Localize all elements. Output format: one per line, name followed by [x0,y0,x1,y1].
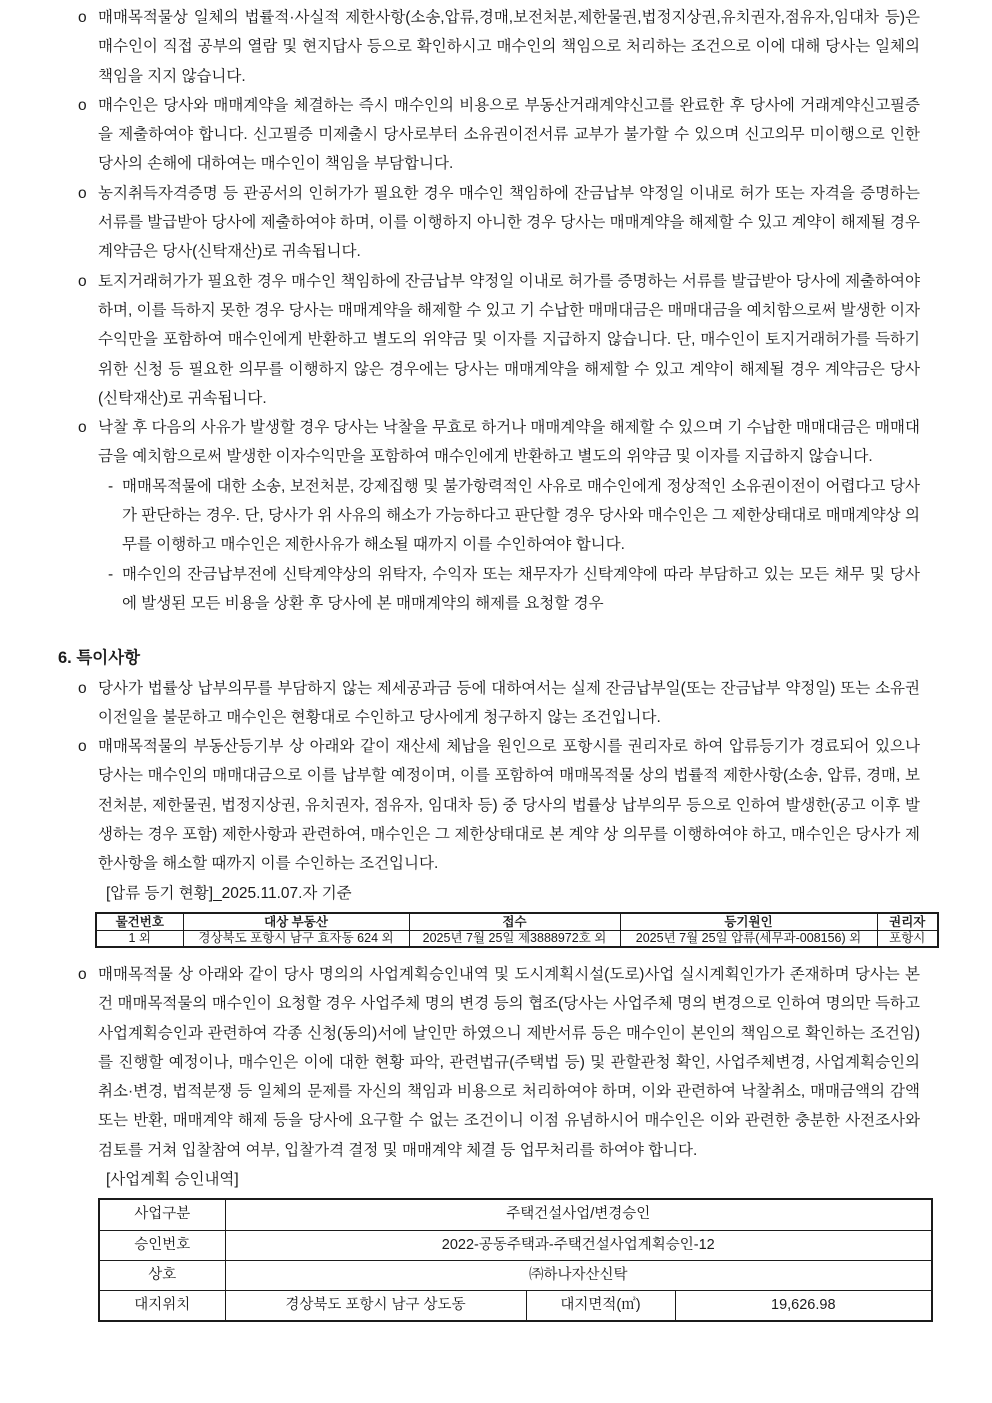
bullet-marker: o [78,419,87,437]
terms-sub-bullet-text: 매매목적물에 대한 소송, 보전처분, 강제집행 및 불가항력적인 사유로 매수인에게 정상적인 소유권이전이 어렵다고 당사가 판단하는 경우. 단, 당사가 위 사유의 해소가 가능하다고 판단할 경우 당사와 매수인은 그 제한상태대로 매매계약상 의무를 이행하고 매수인은 제한사유가 해소될 때까지 이를 수인하여야 합니다. [122,477,920,554]
cell-label-business-type: 사업구분 [99,1199,225,1230]
cell-value-site-area: 19,626.98 [675,1291,932,1322]
special-terms-bullet-text: 매매목적물 상 아래와 같이 당사 명의의 사업계획승인내역 및 도시계획시설(도로)사업 실시계획인가가 존재하며 당사는 본 건 매매목적물의 매수인이 요청할 경우 사업주체 명의 변경 등의 협조(당사는 사업주체 명의 변경으로 인하여 명의만 득하고 사업계획승인과 관련하여 각종 신청(동의)서에 날인만 하였으니 제반서류 등은 매수인이 본인의 책임으로 확인하는 조건임)를 진행할 예정이나, 매수인은 이에 대한 현황 파악, 관련법규(주택법 등) 및 관할관청 확인, 사업주체변경, 사업계획승인의 취소·변경, 법적분쟁 등 일체의 문제를 자신의 책임과 비용으로 처리하여야 하며, 이와 관련하여 낙찰취소, 매매금액의 감액 또는 반환, 매매계약 해제 등을 당사에 요구할 수 없는 조건이니 이점 유념하시어 매수인은 이와 관련한 충분한 사전조사와 검토를 거쳐 입찰참여 여부, 입찰가격 결정 및 매매계약 체결 등 업무처리를 하여야 합니다. [98,965,920,1159]
terms-bullet [0,91,992,179]
bullet-marker: o [78,184,87,202]
terms-bullet-text: 농지취득자격증명 등 관공서의 인허가가 필요한 경우 매수인 책임하에 잔금납부 약정일 이내로 허가 또는 자격을 증명하는 서류를 발급받아 당사에 제출하여야 하며, 이를 이행하지 아니한 경우 당사는 매매계약을 해제할 수 있고 계약이 해제될 경우 계약금은 당사(신탁재산)로 귀속됩니다. [98,184,920,261]
cell-item-no: 1 외 [96,931,183,947]
terms-bullet [0,3,992,91]
dash-marker: - [108,565,114,583]
table-row [99,1199,932,1230]
dash-marker: - [108,477,114,495]
seizure-registry-table [95,912,939,948]
table-row [99,1291,932,1322]
bullet-marker: o [78,96,87,114]
cell-value-site-location: 경상북도 포항시 남구 상도동 [225,1291,526,1322]
cell-label-site-area: 대지면적(㎡) [526,1291,675,1322]
bullet-marker: o [78,738,87,756]
table-row [99,1230,932,1260]
cell-label-approval-no: 승인번호 [99,1230,225,1260]
terms-bullet [0,413,992,472]
special-terms-bullet-text: 매매목적물의 부동산등기부 상 아래와 같이 재산세 체납을 원인으로 포항시를 권리자로 하여 압류등기가 경료되어 있으나 당사는 매수인의 매매대금으로 이를 납부할 예정이며, 이를 포함하여 매매목적물 상의 법률적 제한사항(소송, 압류, 경매, 보전처분, 제한물권, 법정지상권, 유치권자, 점유자, 임대차 등) 중 당사의 법률상 납부의무 등으로 인하여 발생한(공고 이후 발생하는 경우 포함) 제한사항과 관련하여, 매수인은 그 제한상태대로 본 계약 상 의무를 이행하여야 하고, 매수인은 당사가 제한사항을 해소할 때까지 이를 수인하는 조건입니다. [98,738,920,873]
special-terms-bullet [0,674,992,733]
cell-value-approval-no: 2022-공동주택과-주택건설사업계획승인-12 [225,1230,932,1260]
special-terms-bullet [0,960,992,1165]
terms-bullet-text: 토지거래허가가 필요한 경우 매수인 책임하에 잔금납부 약정일 이내로 허가를 증명하는 서류를 발급받아 당사에 제출하여야 하며, 이를 득하지 못한 경우 당사는 매매계약을 해제할 수 있고 기 수납한 매매대금은 매매대금을 예치함으로써 발생한 이자수익만을 포함하여 매수인에게 반환하고 별도의 위약금 및 이자를 지급하지 않습니다. 단, 매수인이 토지거래허가를 득하기 위한 신청 등 필요한 의무를 이행하지 않은 경우에는 당사는 매매계약을 해제할 수 있고 계약이 해제될 경우 계약금은 당사(신탁재산)로 귀속됩니다. [98,272,920,407]
col-header-receipt: 접수 [409,913,620,931]
col-header-item-no: 물건번호 [96,913,183,931]
cell-value-business-type: 주택건설사업/변경승인 [225,1199,932,1230]
terms-sub-bullet-text: 매수인의 잔금납부전에 신탁계약상의 위탁자, 수익자 또는 채무자가 신탁계약에 따라 부담하고 있는 모든 채무 및 당사에 발생된 모든 비용을 상환 후 당사에 본 매매계약의 해제를 요청할 경우 [122,565,920,612]
special-terms-bullet [0,732,992,878]
section-heading: 6. 특이사항 [58,649,141,668]
bullet-marker: o [78,9,87,26]
bullet-marker: o [78,965,87,983]
terms-bullet [0,267,992,413]
cell-label-site-location: 대지위치 [99,1291,225,1322]
bullet-marker: o [78,679,87,697]
cell-receipt: 2025년 7월 25일 제3888972호 외 [409,931,620,947]
special-terms-bullet-text: 당사가 법률상 납부의무를 부담하지 않는 제세공과금 등에 대하여서는 실제 잔금납부일(또는 잔금납부 약정일) 또는 소유권이전일을 불문하고 매수인은 현황대로 수인하고 당사에게 청구하지 않는 조건입니다. [98,679,920,726]
col-header-right-holder: 권리자 [877,913,938,931]
bullet-marker: o [78,272,87,290]
terms-bullet [0,179,992,267]
business-plan-caption: [사업계획 승인내역] [106,1170,239,1188]
terms-bullet-text: 매수인은 당사와 매매계약을 체결하는 즉시 매수인의 비용으로 부동산거래계약신고를 완료한 후 당사에 거래계약신고필증을 제출하여야 합니다. 신고필증 미제출시 당사로부터 소유권이전서류 교부가 불가할 수 있으며 신고의무 미이행으로 인한 당사의 손해에 대하여는 매수인이 책임을 부담합니다. [98,96,920,173]
table-row [99,1260,932,1290]
business-plan-table [98,1198,933,1322]
cell-label-company: 상호 [99,1260,225,1290]
col-header-property: 대상 부동산 [183,913,409,931]
terms-bullet-text: 매매목적물상 일체의 법률적·사실적 제한사항(소송,압류,경매,보전처분,제한물권,법정지상권,유치권자,점유자,임대차 등)은 매수인이 직접 공부의 열람 및 현지답사 등으로 확인하시고 매수인의 책임으로 처리하는 조건으로 이에 대해 당사는 일체의 책임을 지지 않습니다. [98,9,920,85]
cell-right-holder: 포항시 [877,931,938,947]
terms-bullet-text: 낙찰 후 다음의 사유가 발생할 경우 당사는 낙찰을 무효로 하거나 매매계약을 해제할 수 있으며 기 수납한 매매대금은 매매대금을 예치함으로써 발생한 이자수익만을 포함하여 매수인에게 반환하고 별도의 위약금 및 이자를 지급하지 않습니다. [98,419,920,466]
seizure-registry-caption: [압류 등기 현황]_2025.11.07.자 기준 [106,884,352,902]
terms-sub-bullet [0,472,992,560]
cell-cause: 2025년 7월 25일 압류(세무과-008156) 외 [620,931,877,947]
cell-property: 경상북도 포항시 남구 효자동 624 외 [183,931,409,947]
col-header-cause: 등기원인 [620,913,877,931]
terms-sub-bullet [0,560,992,619]
cell-value-company: ㈜하나자산신탁 [225,1260,932,1290]
table-row [96,931,938,947]
table-header-row [96,913,938,931]
